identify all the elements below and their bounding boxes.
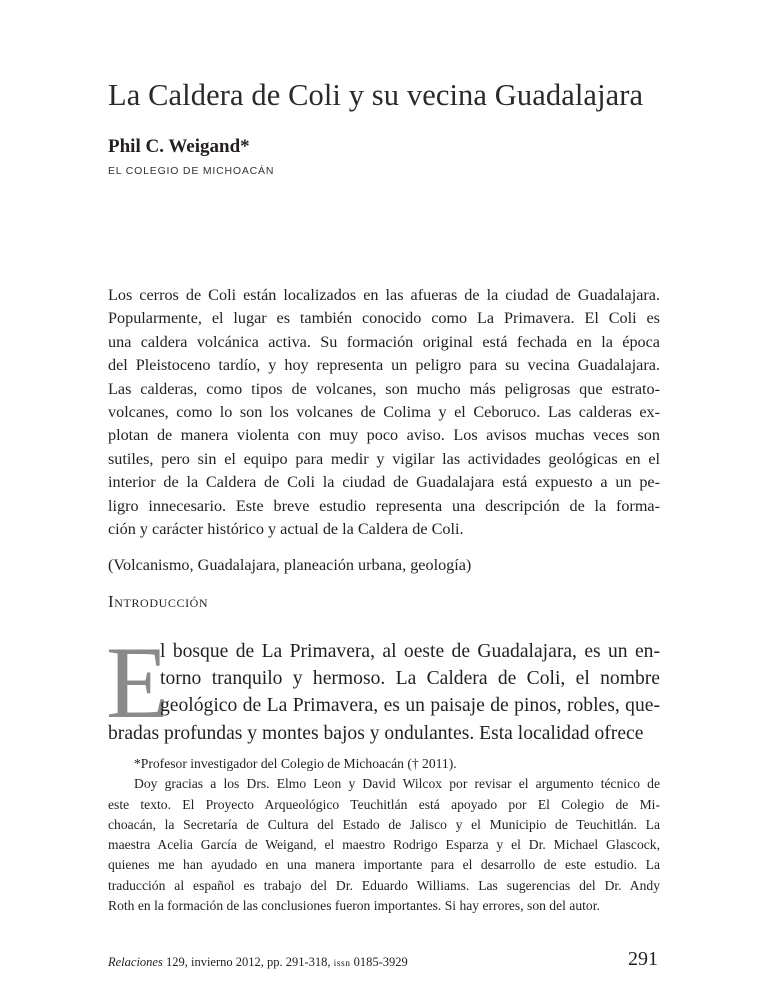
abstract-line: del Pleistoceno tardío, y hoy representa un peligro para su vecina Guadalajara.	[108, 356, 660, 375]
keywords: (Volcanismo, Guadalajara, planeación urbana, geología)	[108, 556, 472, 574]
footnote-line: *Profesor investigador del Colegio de Michoacán († 2011).	[134, 756, 457, 771]
abstract-line: Los cerros de Coli están localizados en las afueras de la ciudad de Guadalajara.	[108, 286, 660, 304]
abstract	[108, 284, 660, 541]
footnote-line: choacán, la Secretaría de Cultura del Estado de Jalisco y el Municipio de Teuchitlán. La	[108, 816, 660, 832]
author-affiliation: EL COLEGIO DE MICHOACÁN	[108, 165, 275, 177]
abstract-line: sutiles, pero sin el equipo para medir y vigilar las actividades geológicas en el	[108, 449, 660, 468]
intro-line: l bosque de La Primavera, al oeste de Guadalajara, es un en-	[160, 641, 660, 662]
footnote	[108, 754, 660, 916]
article-title: La Caldera de Coli y su vecina Guadalajara	[108, 78, 644, 112]
intro-line: bradas profundas y montes bajos y ondulantes. Esta localidad ofrece	[108, 722, 644, 744]
footnote-line: quienes me han ayudado en una manera importante para el desarrollo de este estudio. La	[108, 857, 660, 873]
footnote-line: Doy gracias a los Drs. Elmo Leon y David Wilcox por revisar el argumento técnico de	[134, 776, 660, 792]
intro-line: geológico de La Primavera, es un paisaje de pinos, robles, que-	[160, 695, 660, 717]
intro-line: torno tranquilo y hermoso. La Caldera de Coli, el nombre	[160, 668, 660, 690]
issn-number: 0185-3929	[350, 955, 408, 969]
citation-text: 129, invierno 2012, pp. 291-318,	[162, 955, 334, 969]
abstract-line: plotan de manera violenta con muy poco aviso. Los avisos muchas veces son	[108, 426, 660, 445]
section-heading-introduction: Introducción	[108, 592, 209, 611]
footnote-line: traducción al español es trabajo del Dr. Eduardo Williams. Las sugerencias del Dr. Andy	[108, 877, 660, 893]
abstract-line: ligro innecesario. Este breve estudio representa una descripción de la forma-	[108, 496, 660, 515]
introduction-paragraph	[108, 638, 660, 747]
footnote-line: maestra Acelia García de Weigand, el maestro Rodrigo Esparza y el Dr. Michael Glascock,	[108, 837, 660, 853]
abstract-line: Las calderas, como tipos de volcanes, son mucho más peligrosas que estrato-	[108, 379, 660, 398]
abstract-line: ción y carácter histórico y actual de la Caldera de Coli.	[108, 520, 464, 539]
abstract-line: volcanes, como lo son los volcanes de Colima y el Ceboruco. Las calderas ex-	[108, 403, 660, 422]
issn-label: issn	[333, 959, 351, 969]
abstract-line: Popularmente, el lugar es también conocido como La Primavera. El Coli es	[108, 309, 660, 328]
abstract-line: interior de la Caldera de Coli la ciudad de Guadalajara está expuesto a un pe-	[108, 473, 660, 492]
author-name: Phil C. Weigand*	[108, 136, 250, 157]
journal-name: Relaciones	[108, 955, 163, 969]
page-footer-citation	[108, 955, 408, 970]
drop-cap: E	[106, 626, 169, 740]
footnote-line: Roth en la formación de las conclusiones fueron importantes. Si hay errores, son del autor.	[108, 898, 600, 914]
abstract-line: una caldera volcánica activa. Su formación original está fechada en la época	[108, 332, 660, 351]
page-number: 291	[628, 948, 658, 970]
footnote-line: este texto. El Proyecto Arqueológico Teuchitlán está apoyado por El Colegio de Mi-	[108, 796, 660, 812]
